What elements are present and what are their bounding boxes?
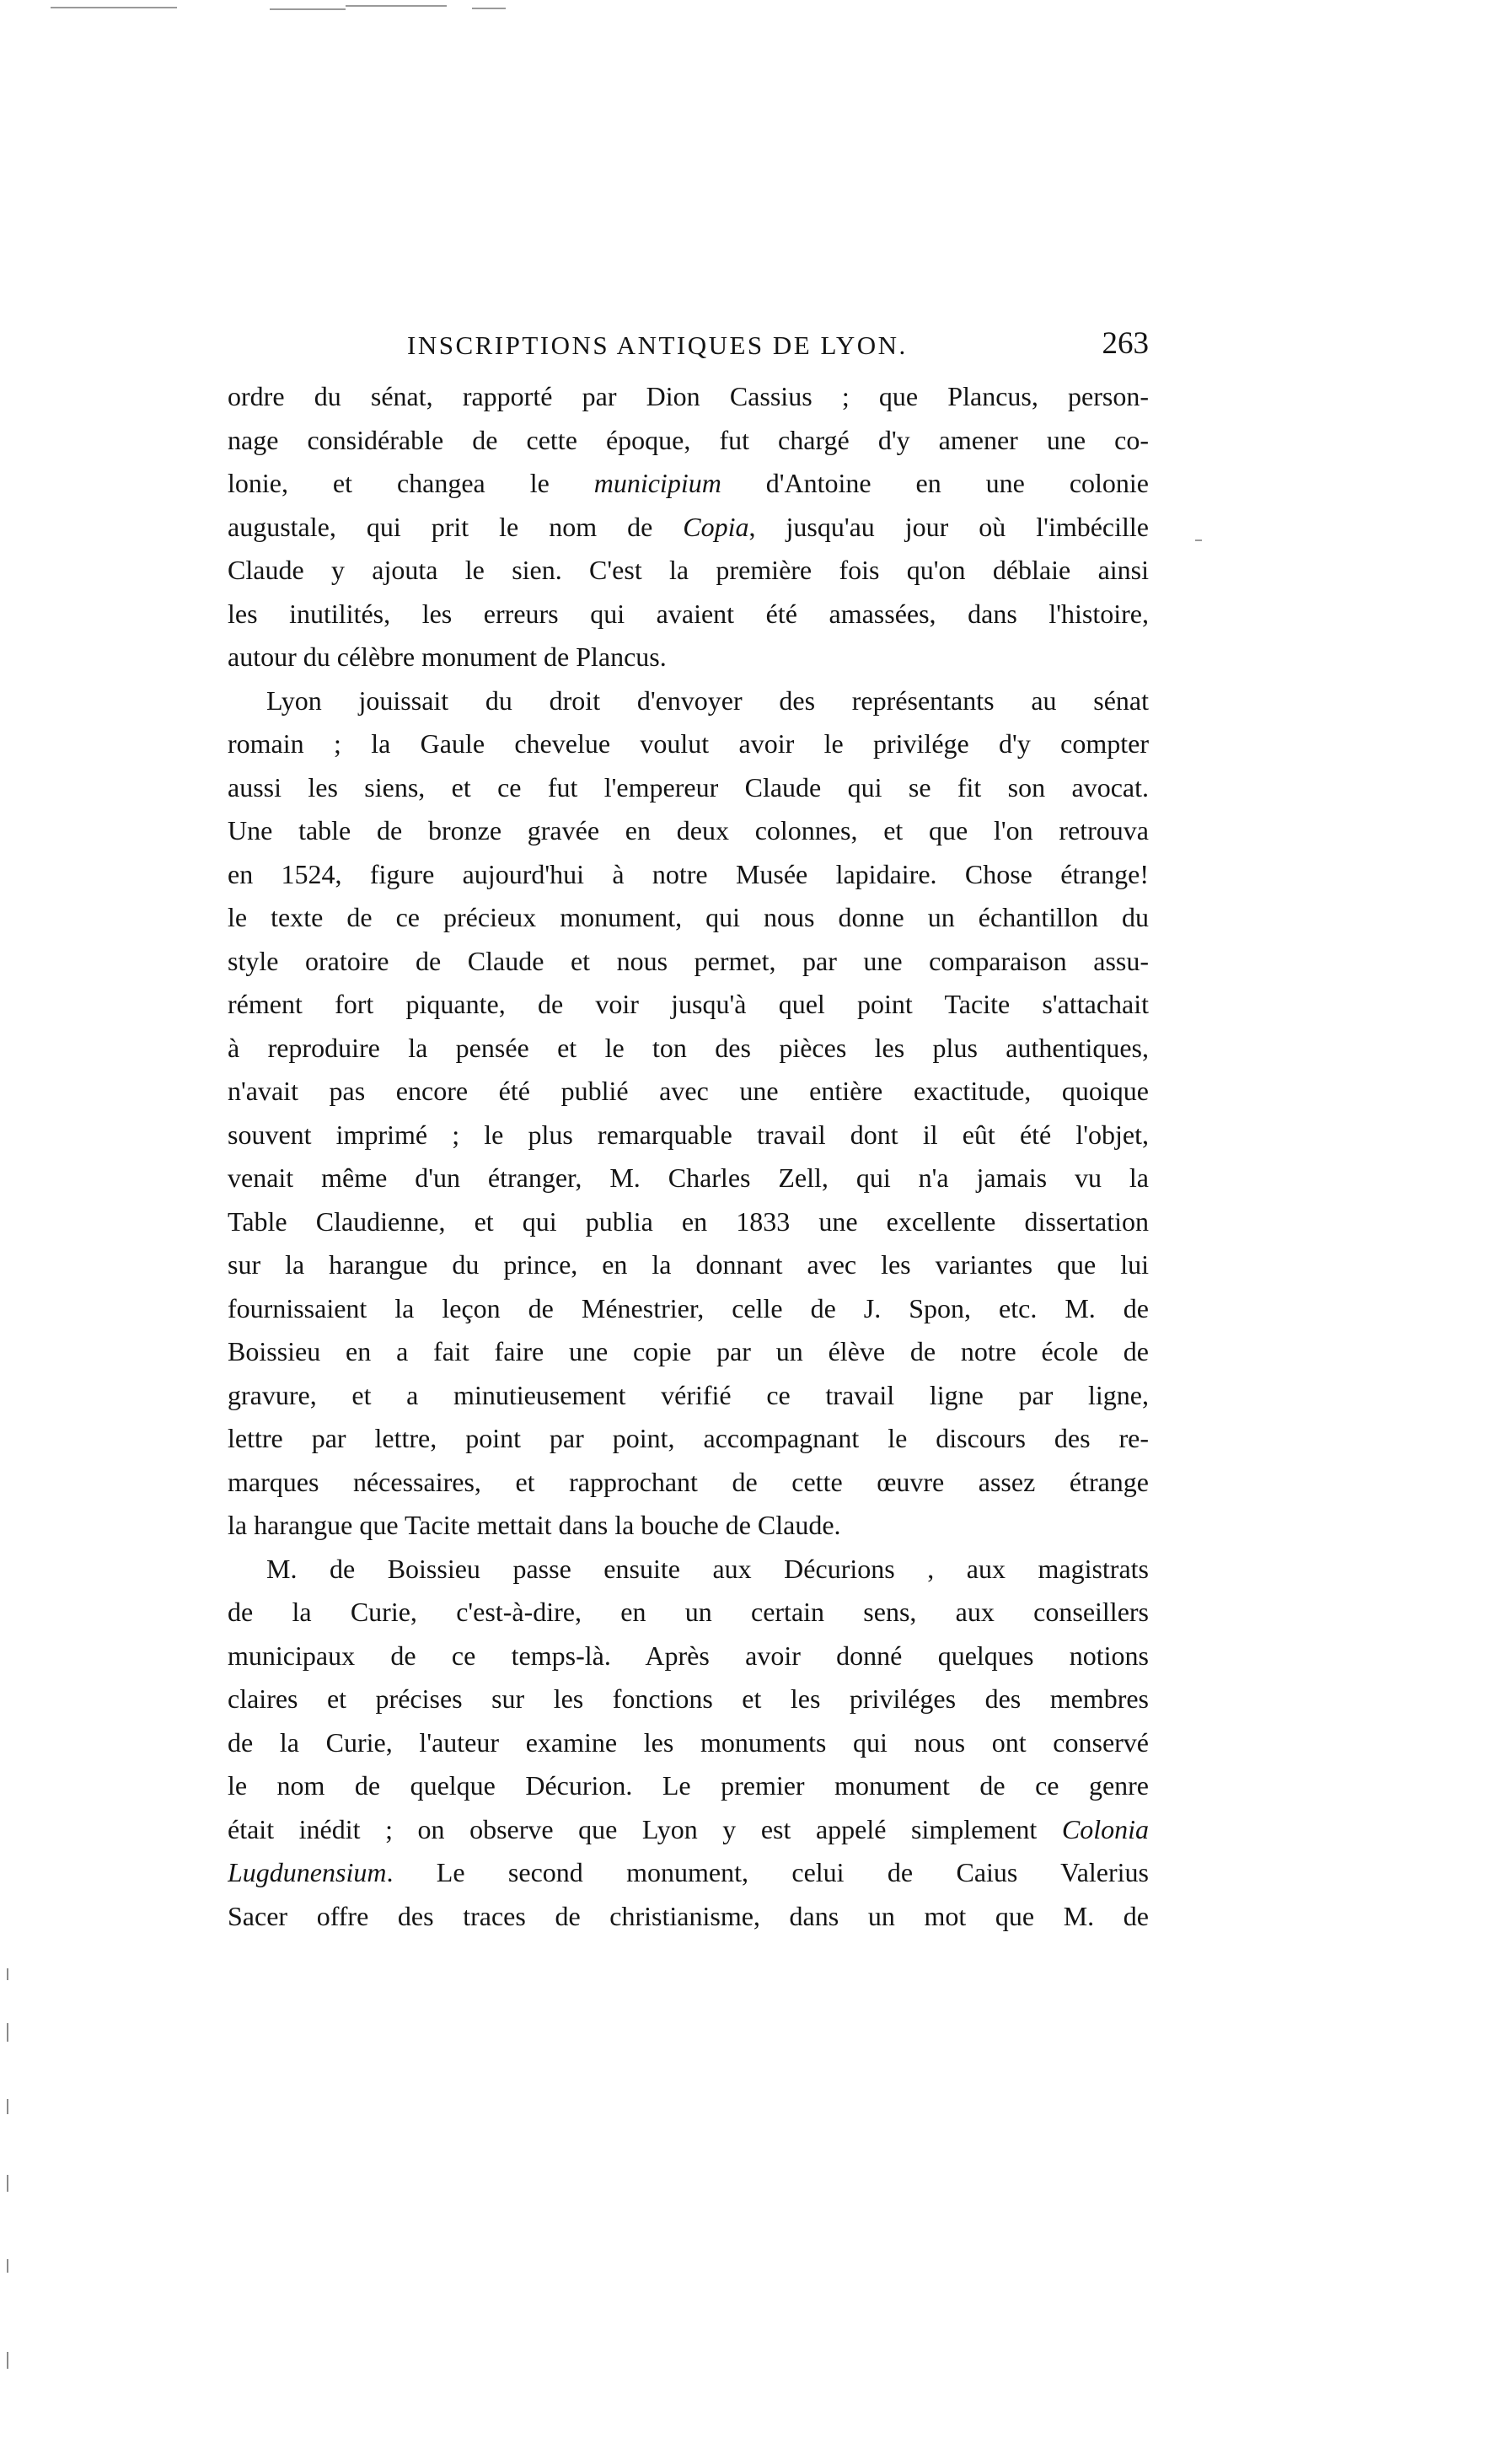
text-line: style oratoire de Claude et nous permet, par une comparaison assu-: [228, 945, 1149, 976]
paragraph-1: [228, 375, 1149, 679]
text-line: les inutilités, les erreurs qui avaient été amassées, dans l'histoire,: [228, 598, 1149, 629]
text-line: le nom de quelque Décurion. Le premier monument de ce genre: [228, 1770, 1149, 1801]
scan-artifact-top: [51, 7, 177, 8]
text-line: sur la harangue du prince, en la donnant avec les variantes que lui: [228, 1249, 1149, 1280]
text-line: ordre du sénat, rapporté par Dion Cassius ; que Plancus, person-: [228, 381, 1149, 411]
paragraph-3: [228, 1548, 1149, 1939]
scan-artifact-margin: [7, 2352, 8, 2369]
text-line: romain ; la Gaule chevelue voulut avoir le privilége d'y compter: [228, 728, 1149, 759]
italic-term: municipium: [593, 468, 721, 498]
text-line: municipaux de ce temps-là. Après avoir donné quelques notions: [228, 1640, 1149, 1671]
text-line: Claude y ajouta le sien. C'est la première fois qu'on déblaie ainsi: [228, 555, 1149, 585]
page-body: [228, 375, 1149, 1938]
italic-term: Lugdunensium: [228, 1857, 387, 1887]
italic-term: Colonia: [1061, 1813, 1149, 1844]
scan-artifact-margin: [7, 2099, 8, 2114]
text-line: était inédit ; on observe que Lyon y est appelé simplement Colonia: [228, 1813, 1149, 1844]
text-line: autour du célèbre monument de Plancus.: [228, 641, 667, 672]
scan-artifact-margin: [7, 2175, 8, 2192]
scan-artifact-top: [346, 5, 447, 7]
text-line: gravure, et a minutieusement vérifié ce travail ligne par ligne,: [228, 1379, 1149, 1410]
text-line: aussi les siens, et ce fut l'empereur Claude qui se fit son avocat.: [228, 771, 1149, 803]
text-line: fournissaient la leçon de Ménestrier, celle de J. Spon, etc. M. de: [228, 1292, 1149, 1323]
italic-term: Copia: [683, 511, 749, 542]
text-line: Lyon jouissait du droit d'envoyer des représentants au sénat: [266, 684, 1149, 716]
text-line: en 1524, figure aujourd'hui à notre Musée lapidaire. Chose étrange!: [228, 858, 1149, 889]
scan-artifact-top: [472, 8, 506, 9]
text-line: la harangue que Tacite mettait dans la bouche de Claude.: [228, 1510, 841, 1540]
text-line: Lugdunensium. Le second monument, celui de Caius Valerius: [228, 1857, 1149, 1887]
running-title: INSCRIPTIONS ANTIQUES DE LYON.: [407, 330, 908, 360]
text-line: n'avait pas encore été publié avec une entière exactitude, quoique: [228, 1076, 1149, 1106]
text-line: Table Claudienne, et qui publia en 1833 une excellente dissertation: [228, 1205, 1149, 1237]
text-line: à reproduire la pensée et le ton des pièces les plus authentiques,: [228, 1032, 1149, 1063]
scan-artifact-margin: [7, 1968, 8, 1980]
scan-artifact-top: [270, 8, 346, 10]
text-line: M. de Boissieu passe ensuite aux Décurions , aux magistrats: [266, 1553, 1149, 1584]
page-number: 263: [1102, 326, 1149, 361]
text-line: Une table de bronze gravée en deux colonnes, et que l'on retrouva: [228, 815, 1149, 845]
text-line: lonie, et changea le municipium d'Antoine en une colonie: [228, 468, 1149, 498]
text-line: Boissieu en a fait faire une copie par un élève de notre école de: [228, 1336, 1149, 1366]
scan-artifact-margin: [7, 2259, 8, 2273]
text-line: marques nécessaires, et rapprochant de cette œuvre assez étrange: [228, 1466, 1149, 1497]
text-line: Sacer offre des traces de christianisme, dans un mot que M. de: [228, 1900, 1149, 1931]
text-line: souvent imprimé ; le plus remarquable travail dont il eût été l'objet,: [228, 1119, 1149, 1150]
running-header: [407, 326, 1149, 374]
text-line: le texte de ce précieux monument, qui nous donne un échantillon du: [228, 902, 1149, 932]
text-line: nage considérable de cette époque, fut chargé d'y amener une co-: [228, 424, 1149, 455]
text-line: de la Curie, l'auteur examine les monuments qui nous ont conservé: [228, 1726, 1149, 1758]
text-line: lettre par lettre, point par point, accompagnant le discours des re-: [228, 1423, 1149, 1453]
text-line: augustale, qui prit le nom de Copia, jusqu'au jour où l'imbécille: [228, 511, 1149, 542]
text-line: claires et précises sur les fonctions et les priviléges des membres: [228, 1683, 1149, 1714]
text-line: de la Curie, c'est-à-dire, en un certain sens, aux conseillers: [228, 1597, 1149, 1627]
scan-artifact-margin: [7, 2023, 8, 2042]
scan-artifact-margin: [1195, 540, 1202, 541]
text-line: rément fort piquante, de voir jusqu'à quel point Tacite s'attachait: [228, 989, 1149, 1019]
text-line: venait même d'un étranger, M. Charles Zell, qui n'a jamais vu la: [228, 1162, 1149, 1193]
paragraph-2: [228, 679, 1149, 1548]
